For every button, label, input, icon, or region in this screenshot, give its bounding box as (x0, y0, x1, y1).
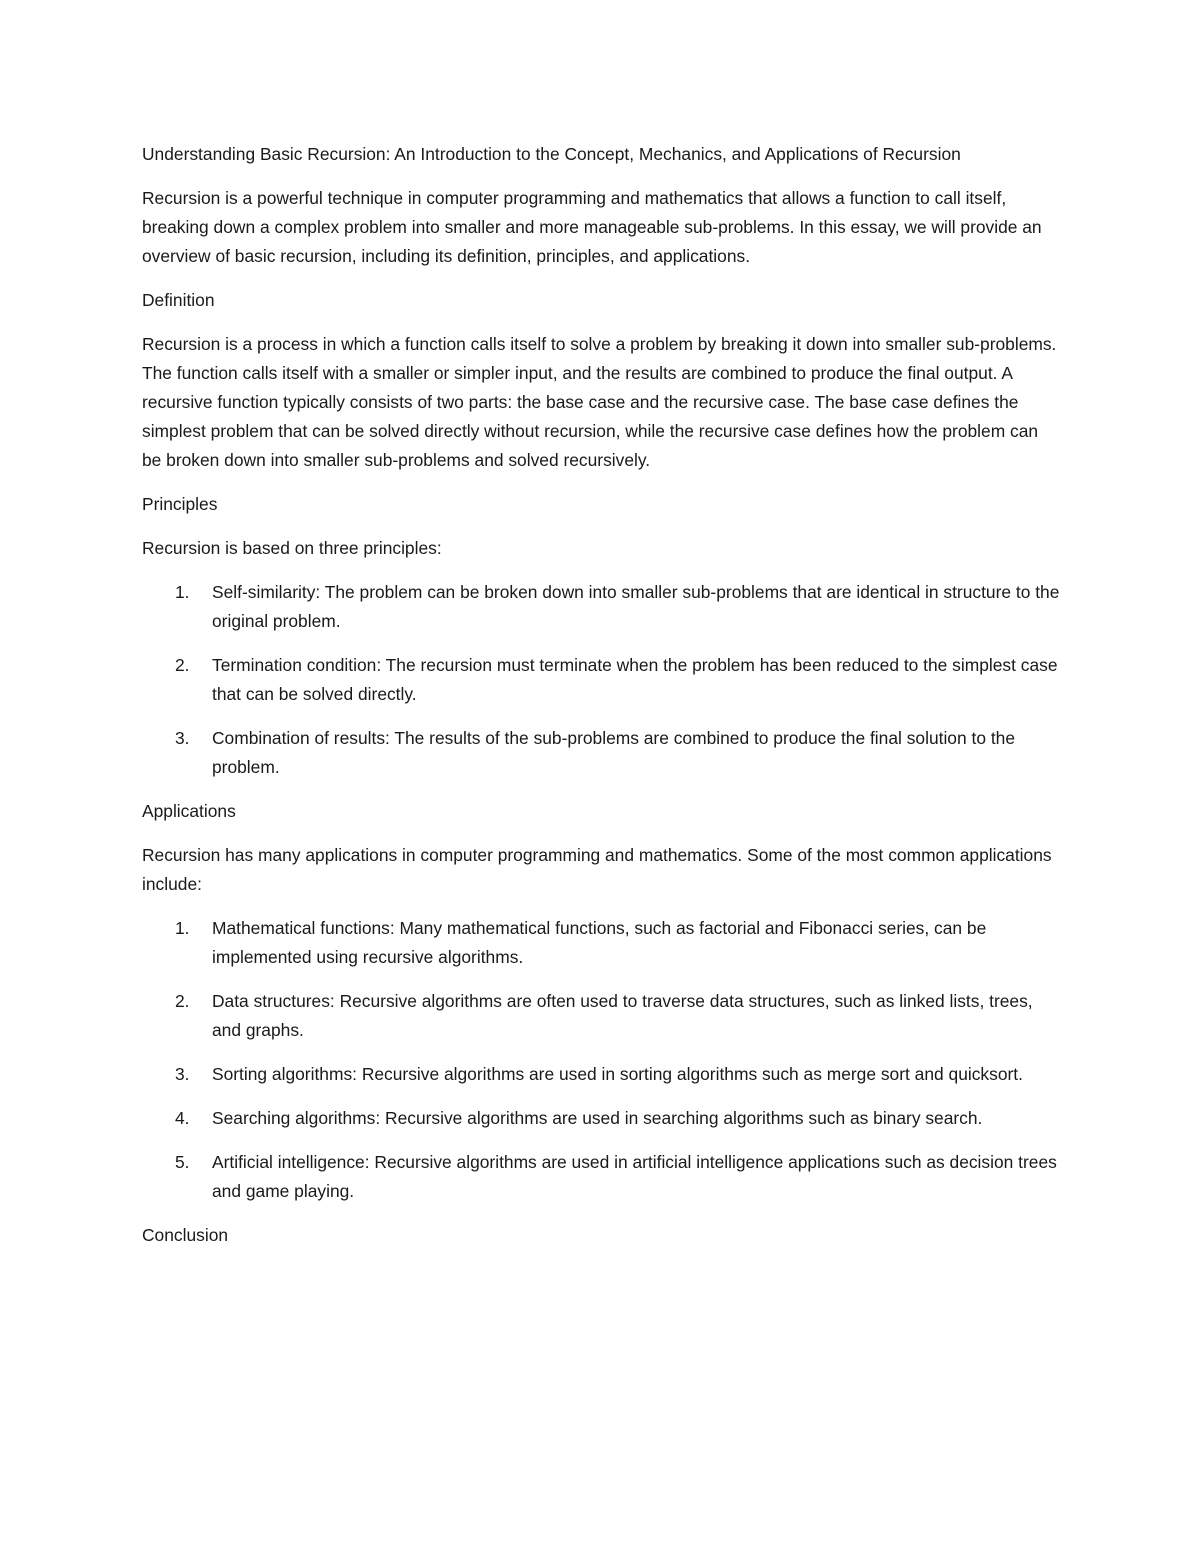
applications-list (142, 914, 1062, 1206)
document-page (142, 140, 1062, 1265)
principles-heading: Principles (142, 494, 218, 514)
list-item-number: 3. (175, 728, 190, 748)
list-item-number: 1. (175, 582, 190, 602)
list-item-number: 2. (175, 991, 190, 1011)
list-item (142, 724, 1062, 782)
list-item-text: Artificial intelligence: Recursive algorithms are used in artificial intelligence applications such as decision trees and game playing. (212, 1152, 1057, 1201)
list-item-text: Data structures: Recursive algorithms are often used to traverse data structures, such as linked lists, trees, and graphs. (212, 991, 1033, 1040)
list-item (142, 987, 1062, 1045)
list-item (142, 1104, 1062, 1133)
list-item-number: 5. (175, 1152, 190, 1172)
principles-list (142, 578, 1062, 782)
applications-heading: Applications (142, 801, 236, 821)
list-item-text: Searching algorithms: Recursive algorithms are used in searching algorithms such as binary search. (212, 1108, 983, 1128)
list-item (142, 578, 1062, 636)
list-item-text: Self-similarity: The problem can be broken down into smaller sub-problems that are identical in structure to the original problem. (212, 582, 1060, 631)
list-item-text: Termination condition: The recursion must terminate when the problem has been reduced to the simplest case that can be solved directly. (212, 655, 1058, 704)
list-item-number: 2. (175, 655, 190, 675)
list-item-text: Mathematical functions: Many mathematical functions, such as factorial and Fibonacci series, can be implemented using recursive algorithms. (212, 918, 987, 967)
list-item-text: Combination of results: The results of the sub-problems are combined to produce the final solution to the problem. (212, 728, 1015, 777)
list-item-number: 3. (175, 1064, 190, 1084)
intro-paragraph: Recursion is a powerful technique in computer programming and mathematics that allows a function to call itself, breaking down a complex problem into smaller and more manageable sub-problems. In this essay, we will provide an overview of basic recursion, including its definition, principles, and applications. (142, 188, 1042, 266)
conclusion-heading: Conclusion (142, 1225, 229, 1245)
document-title: Understanding Basic Recursion: An Introduction to the Concept, Mechanics, and Applications of Recursion (142, 144, 961, 164)
list-item (142, 1060, 1062, 1089)
definition-heading: Definition (142, 290, 215, 310)
list-item-number: 1. (175, 918, 190, 938)
list-item (142, 1148, 1062, 1206)
list-item (142, 914, 1062, 972)
list-item (142, 651, 1062, 709)
list-item-text: Sorting algorithms: Recursive algorithms are used in sorting algorithms such as merge sort and quicksort. (212, 1064, 1023, 1084)
applications-intro: Recursion has many applications in computer programming and mathematics. Some of the most common applications include: (142, 845, 1052, 894)
definition-paragraph: Recursion is a process in which a function calls itself to solve a problem by breaking it down into smaller sub-problems. The function calls itself with a smaller or simpler input, and the results are combined to produce the final output. A recursive function typically consists of two parts: the base case and the recursive case. The base case defines the simplest problem that can be solved directly without recursion, while the recursive case defines how the problem can be broken down into smaller sub-problems and solved recursively. (142, 334, 1057, 470)
list-item-number: 4. (175, 1108, 190, 1128)
principles-intro: Recursion is based on three principles: (142, 538, 442, 558)
